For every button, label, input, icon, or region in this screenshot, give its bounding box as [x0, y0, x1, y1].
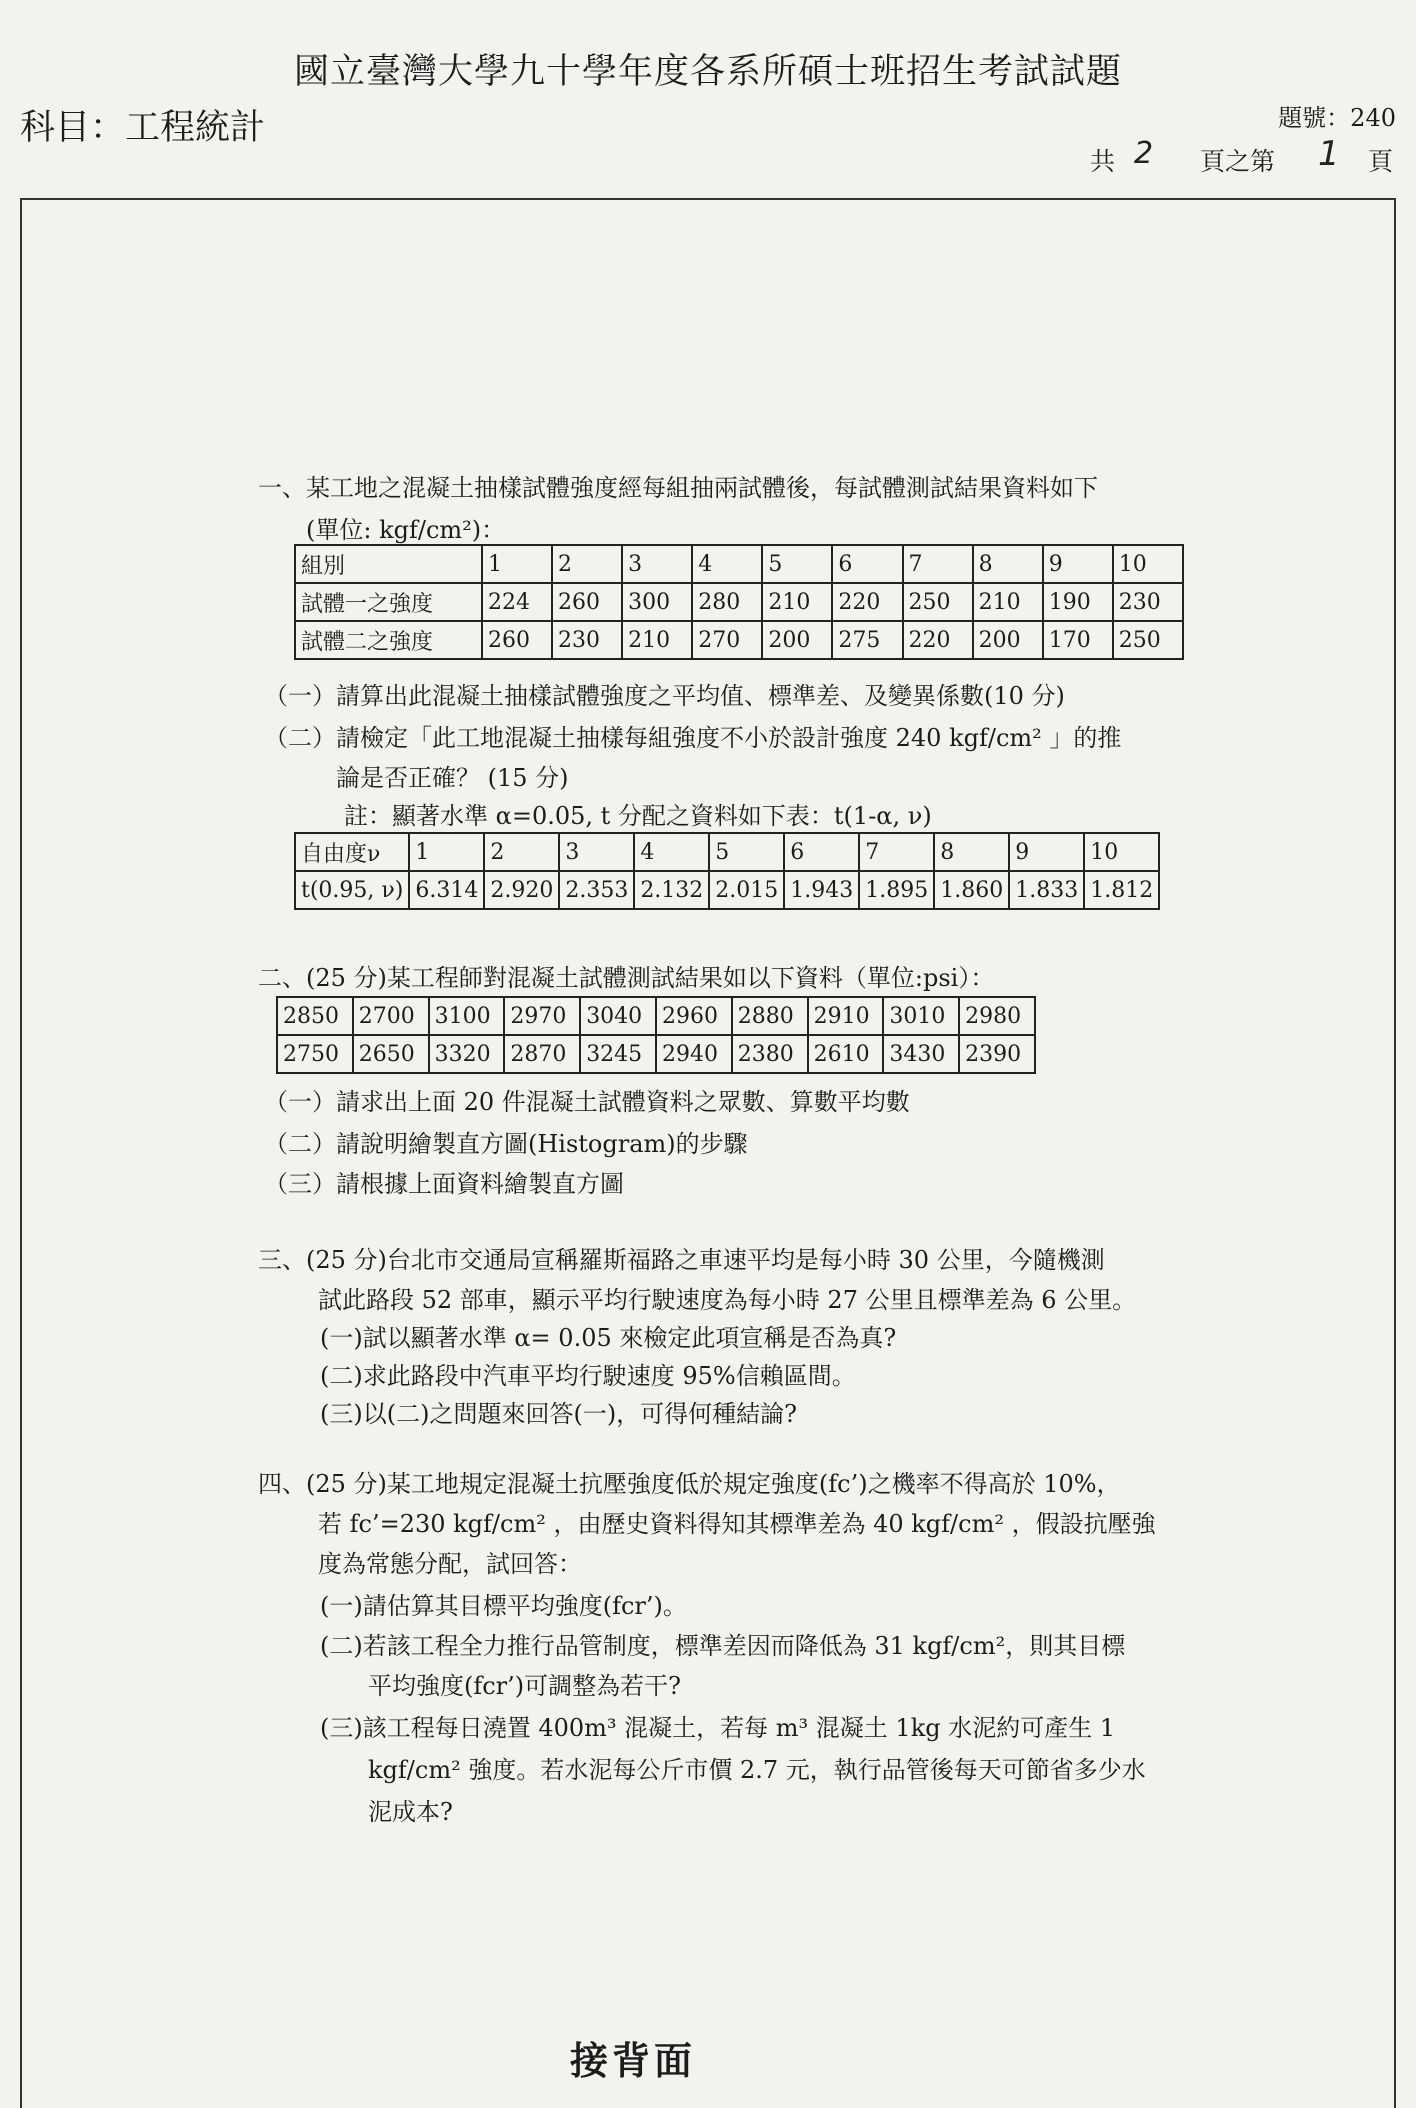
table-cell: 6	[784, 833, 859, 871]
q4-sub2-line2: 平均強度(fcr’)可調整為若干?	[368, 1672, 682, 1700]
table-cell: 9	[1009, 833, 1084, 871]
table-cell: 3	[559, 833, 634, 871]
table-cell: 220	[903, 621, 973, 659]
table-cell: 2850	[277, 997, 353, 1035]
table-cell: 250	[903, 583, 973, 621]
table-cell: 2.920	[484, 871, 559, 909]
table-cell: 2960	[656, 997, 732, 1035]
table-cell: 275	[832, 621, 902, 659]
table-cell: 9	[1043, 545, 1113, 583]
q4-sub3-line2: kgf/cm² 強度。若水泥每公斤市價 2.7 元，執行品管後每天可節省多少水	[368, 1756, 1146, 1784]
table-cell: 1.895	[859, 871, 934, 909]
table-row	[277, 1035, 1035, 1073]
q1-sub2-line2: 論是否正確？ (15 分)	[336, 764, 569, 792]
table-cell: 170	[1043, 621, 1113, 659]
table-cell: 2910	[808, 997, 884, 1035]
table-cell: 210	[762, 583, 832, 621]
table-cell: 2750	[277, 1035, 353, 1073]
table-cell: 200	[762, 621, 832, 659]
table-cell: 260	[552, 583, 622, 621]
table-cell: 2390	[959, 1035, 1035, 1073]
table-row	[277, 997, 1035, 1035]
q1-sub2-line1: （二）請檢定「此工地混凝土抽樣每組強度不小於設計強度 240 kgf/cm² 」的推	[264, 724, 1122, 752]
table-cell: 270	[692, 621, 762, 659]
table-row	[295, 583, 1183, 621]
table-row	[295, 621, 1183, 659]
table-cell: 6.314	[409, 871, 484, 909]
q1-intro-line2: (單位: kgf/cm²)：	[306, 516, 506, 544]
table-cell: 2	[484, 833, 559, 871]
table-cell: 210	[973, 583, 1043, 621]
table-row	[295, 545, 1183, 583]
table-cell: 210	[622, 621, 692, 659]
table-cell: 6	[832, 545, 902, 583]
table-cell: 1	[482, 545, 552, 583]
page-total-handwritten: 2	[1134, 136, 1154, 171]
q1-strength-table	[294, 544, 1184, 660]
q3-sub2: (二)求此路段中汽車平均行駛速度 95%信賴區間。	[320, 1362, 856, 1390]
table-cell: 1.943	[784, 871, 859, 909]
table-cell: 5	[762, 545, 832, 583]
table-cell: 2870	[504, 1035, 580, 1073]
q4-line1: 四、(25 分)某工地規定混凝土抗壓強度低於規定強度(fc’)之機率不得高於 10%，	[258, 1470, 1121, 1498]
table-cell: 2	[552, 545, 622, 583]
table-cell: 3	[622, 545, 692, 583]
table-cell: 220	[832, 583, 902, 621]
table-row	[295, 833, 1159, 871]
table-cell: 200	[973, 621, 1043, 659]
table-cell: 280	[692, 583, 762, 621]
q1-note: 註：顯著水準 α=0.05, t 分配之資料如下表：t(1-α, ν)	[344, 802, 932, 830]
q2-sub3: （三）請根據上面資料繪製直方圖	[264, 1170, 624, 1198]
table-cell: 230	[552, 621, 622, 659]
page-total-label: 共	[1090, 147, 1116, 176]
table-cell: 自由度ν	[295, 833, 409, 871]
q1-t-distribution-table	[294, 832, 1160, 910]
table-cell: 250	[1113, 621, 1183, 659]
table-cell: 2970	[504, 997, 580, 1035]
q1-intro-line1: 一、某工地之混凝土抽樣試體強度經每組抽兩試體後，每試體測試結果資料如下	[258, 474, 1098, 502]
table-cell: 190	[1043, 583, 1113, 621]
table-cell: 2380	[732, 1035, 808, 1073]
q4-sub3-line1: (三)該工程每日澆置 400m³ 混凝土，若每 m³ 混凝土 1kg 水泥約可產生 1	[320, 1714, 1116, 1742]
page-current-handwritten: 1	[1318, 134, 1340, 174]
table-cell: 10	[1084, 833, 1159, 871]
q4-sub1: (一)請估算其目標平均強度(fcr’)。	[320, 1592, 687, 1620]
table-cell: 1.860	[934, 871, 1009, 909]
table-cell: 2.132	[634, 871, 709, 909]
table-cell: 260	[482, 621, 552, 659]
table-cell: 1	[409, 833, 484, 871]
table-cell: 2610	[808, 1035, 884, 1073]
table-cell: 2650	[353, 1035, 429, 1073]
table-cell: 8	[973, 545, 1043, 583]
table-cell: 224	[482, 583, 552, 621]
q3-line2: 試此路段 52 部車，顯示平均行駛速度為每小時 27 公里且標準差為 6 公里。	[318, 1286, 1137, 1314]
table-cell: 1.833	[1009, 871, 1084, 909]
table-cell: 5	[709, 833, 784, 871]
q2-sub1: （一）請求出上面 20 件混凝土試體資料之眾數、算數平均數	[264, 1088, 910, 1116]
table-cell: 3245	[580, 1035, 656, 1073]
table-cell: 2980	[959, 997, 1035, 1035]
q3-line1: 三、(25 分)台北市交通局宣稱羅斯福路之車速平均是每小時 30 公里，今隨機測	[258, 1246, 1105, 1274]
page-current-label: 頁之第	[1200, 147, 1276, 176]
table-cell: 2.015	[709, 871, 784, 909]
table-cell: 1.812	[1084, 871, 1159, 909]
q1-sub1: （一）請算出此混凝土抽樣試體強度之平均值、標準差、及變異係數(10 分)	[264, 682, 1065, 710]
q3-sub1: (一)試以顯著水準 α= 0.05 來檢定此項宣稱是否為真?	[320, 1324, 897, 1352]
question-number: 題號：240	[1278, 104, 1396, 132]
table-cell: 230	[1113, 583, 1183, 621]
q3-sub3: (三)以(二)之問題來回答(一)，可得何種結論?	[320, 1400, 798, 1428]
table-cell: 3430	[883, 1035, 959, 1073]
table-cell: 試體一之強度	[295, 583, 482, 621]
subject-label: 科目：工程統計	[20, 108, 266, 148]
table-cell: t(0.95, ν)	[295, 871, 409, 909]
q2-psi-table	[276, 996, 1036, 1074]
q4-line3: 度為常態分配，試回答：	[318, 1550, 582, 1578]
table-cell: 10	[1113, 545, 1183, 583]
table-cell: 2.353	[559, 871, 634, 909]
table-cell: 2700	[353, 997, 429, 1035]
table-cell: 3100	[429, 997, 505, 1035]
table-cell: 2940	[656, 1035, 732, 1073]
continue-on-back-note: 接背面	[570, 2038, 697, 2083]
table-cell: 4	[634, 833, 709, 871]
q4-sub2-line1: (二)若該工程全力推行品管制度，標準差因而降低為 31 kgf/cm²，則其目標	[320, 1632, 1126, 1660]
table-cell: 3320	[429, 1035, 505, 1073]
table-cell: 7	[903, 545, 973, 583]
q2-intro: 二、(25 分)某工程師對混凝土試體測試結果如以下資料（單位:psi）：	[258, 964, 995, 992]
table-cell: 300	[622, 583, 692, 621]
table-cell: 2880	[732, 997, 808, 1035]
table-cell: 8	[934, 833, 1009, 871]
table-cell: 試體二之強度	[295, 621, 482, 659]
page-end-label: 頁	[1368, 147, 1394, 176]
table-cell: 3040	[580, 997, 656, 1035]
table-cell: 7	[859, 833, 934, 871]
table-cell: 組別	[295, 545, 482, 583]
table-row	[295, 871, 1159, 909]
exam-title: 國立臺灣大學九十學年度各系所碩士班招生考試試題	[293, 52, 1122, 92]
page-info	[1090, 134, 1400, 186]
table-cell: 4	[692, 545, 762, 583]
q4-sub3-line3: 泥成本?	[368, 1798, 453, 1826]
q2-sub2: （二）請說明繪製直方圖(Histogram)的步驟	[264, 1130, 748, 1158]
table-cell: 3010	[883, 997, 959, 1035]
q4-line2: 若 fc’=230 kgf/cm² ，由歷史資料得知其標準差為 40 kgf/cm² ，假設抗壓強	[318, 1510, 1156, 1538]
